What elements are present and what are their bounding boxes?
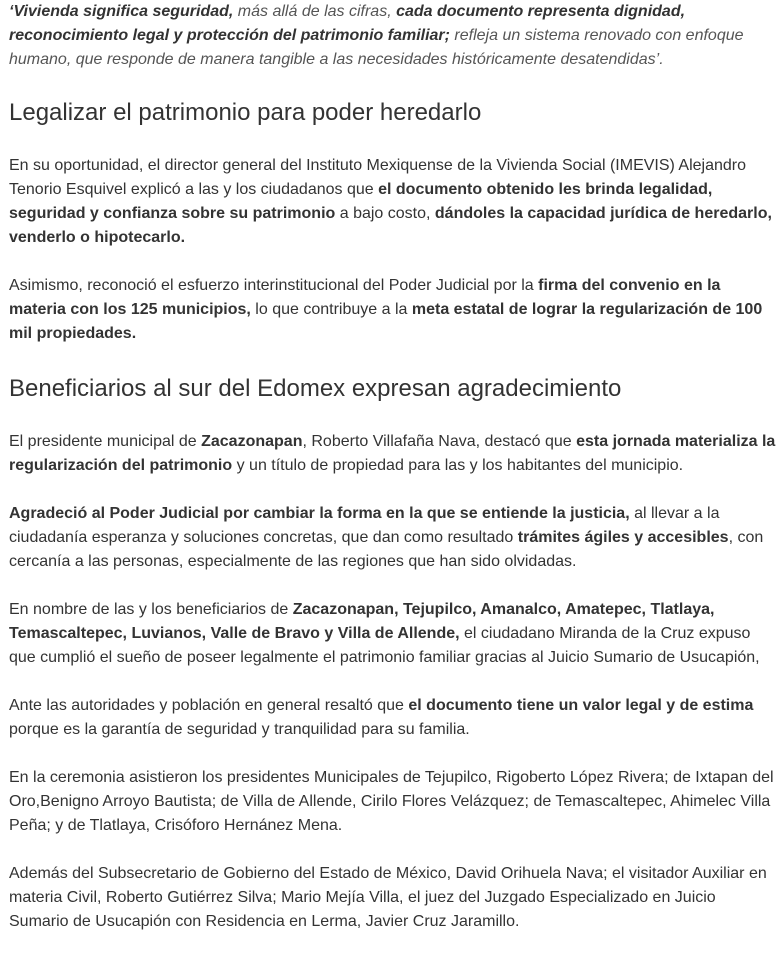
lead-emphasis-2: cada documento representa dignidad, reconocimiento legal y protección del patrimonio familiar; bbox=[9, 3, 686, 44]
emphasis: meta estatal de lograr la regularización de 100 mil propiedades. bbox=[9, 301, 763, 342]
text: y un título de propiedad para las y los habitantes del municipio. bbox=[232, 457, 684, 474]
paragraph-valor-legal bbox=[9, 694, 779, 742]
emphasis: Zacazonapan, Tejupilco, Amanalco, Amatepec, Tlatlaya, Temascaltepec, Luvianos, Valle de Bravo y Villa de Allende, bbox=[9, 601, 715, 642]
text: porque es la garantía de seguridad y tranquilidad para su familia. bbox=[9, 721, 470, 738]
text: Asimismo, reconoció el esfuerzo interinstitucional del Poder Judicial por la bbox=[9, 277, 539, 294]
text: al llevar a la ciudadanía esperanza y soluciones concretas, que dan como resultado bbox=[9, 505, 720, 546]
emphasis: firma del convenio en la materia con los 125 municipios, bbox=[9, 277, 721, 318]
emphasis: trámites ágiles y accesibles bbox=[517, 529, 729, 546]
lead-text-2: refleja un sistema renovado con enfoque humano, que responde de manera tangible a las necesidades históricamente desatendidas’. bbox=[9, 27, 744, 68]
text: , Roberto Villafaña Nava, destacó que bbox=[302, 433, 577, 450]
paragraph-subsecretario bbox=[9, 862, 779, 934]
lead-emphasis-1: ‘Vivienda significa seguridad, bbox=[9, 3, 234, 20]
text: el ciudadano Miranda de la Cruz expuso que cumplió el sueño de poseer legalmente el patrimonio familiar gracias al Juicio Sumario de Usucapión, bbox=[9, 625, 760, 666]
section-heading-legalizar: Legalizar el patrimonio para poder heredarlo bbox=[9, 99, 482, 126]
paragraph-imevis bbox=[9, 154, 779, 250]
section-heading-beneficiarios: Beneficiarios al sur del Edomex expresan agradecimiento bbox=[9, 375, 622, 402]
text: En nombre de las y los beneficiarios de bbox=[9, 601, 293, 618]
paragraph-agradecio bbox=[9, 502, 779, 574]
emphasis: el documento tiene un valor legal y de estima bbox=[408, 697, 754, 714]
paragraph-convenio bbox=[9, 274, 779, 346]
emphasis: Agradeció al Poder Judicial por cambiar la forma en la que se entiende la justicia, bbox=[9, 505, 630, 522]
lead-text-1: más allá de las cifras, bbox=[233, 3, 397, 20]
emphasis: Zacazonapan bbox=[201, 433, 303, 450]
text: En su oportunidad, el director general del Instituto Mexiquense de la Vivienda Social (IMEVIS) Alejandro Tenorio Esquivel explicó a las y los ciudadanos que bbox=[9, 157, 747, 198]
paragraph-beneficiarios-municipios bbox=[9, 598, 779, 670]
text: En la ceremonia asistieron los presidentes Municipales de Tejupilco, Rigoberto López Rivera; de Ixtapan del Oro,Benigno Arroyo Bautista; de Villa de Allende, Cirilo Flores Velázquez; de Temascaltepec, Ahimelec Villa Peña; y de Tlatlaya, Crisóforo Hernánez Mena. bbox=[9, 769, 774, 834]
text: , con cercanía a las personas, especialmente de las regiones que han sido olvidadas. bbox=[9, 529, 764, 570]
paragraph-zacazonapan bbox=[9, 430, 779, 478]
emphasis: esta jornada materializa la regularización del patrimonio bbox=[9, 433, 776, 474]
emphasis: dándoles la capacidad jurídica de heredarlo, venderlo o hipotecarlo. bbox=[9, 205, 772, 246]
paragraph-ceremonia bbox=[9, 766, 779, 838]
text: lo que contribuye a la bbox=[250, 301, 412, 318]
emphasis: el documento obtenido les brinda legalidad, seguridad y confianza sobre su patrimonio bbox=[9, 181, 713, 222]
text: El presidente municipal de bbox=[9, 433, 202, 450]
lead-quote-paragraph bbox=[9, 0, 779, 72]
text: Además del Subsecretario de Gobierno del Estado de México, David Orihuela Nava; el visitador Auxiliar en materia Civil, Roberto Gutiérrez Silva; Mario Mejía Villa, el juez del Juzgado Especializado en Juicio Sumario de Usucapión con Residencia en Lerma, Javier Cruz Jaramillo. bbox=[9, 865, 767, 930]
text: a bajo costo, bbox=[335, 205, 435, 222]
text: Ante las autoridades y población en general resaltó que bbox=[9, 697, 409, 714]
